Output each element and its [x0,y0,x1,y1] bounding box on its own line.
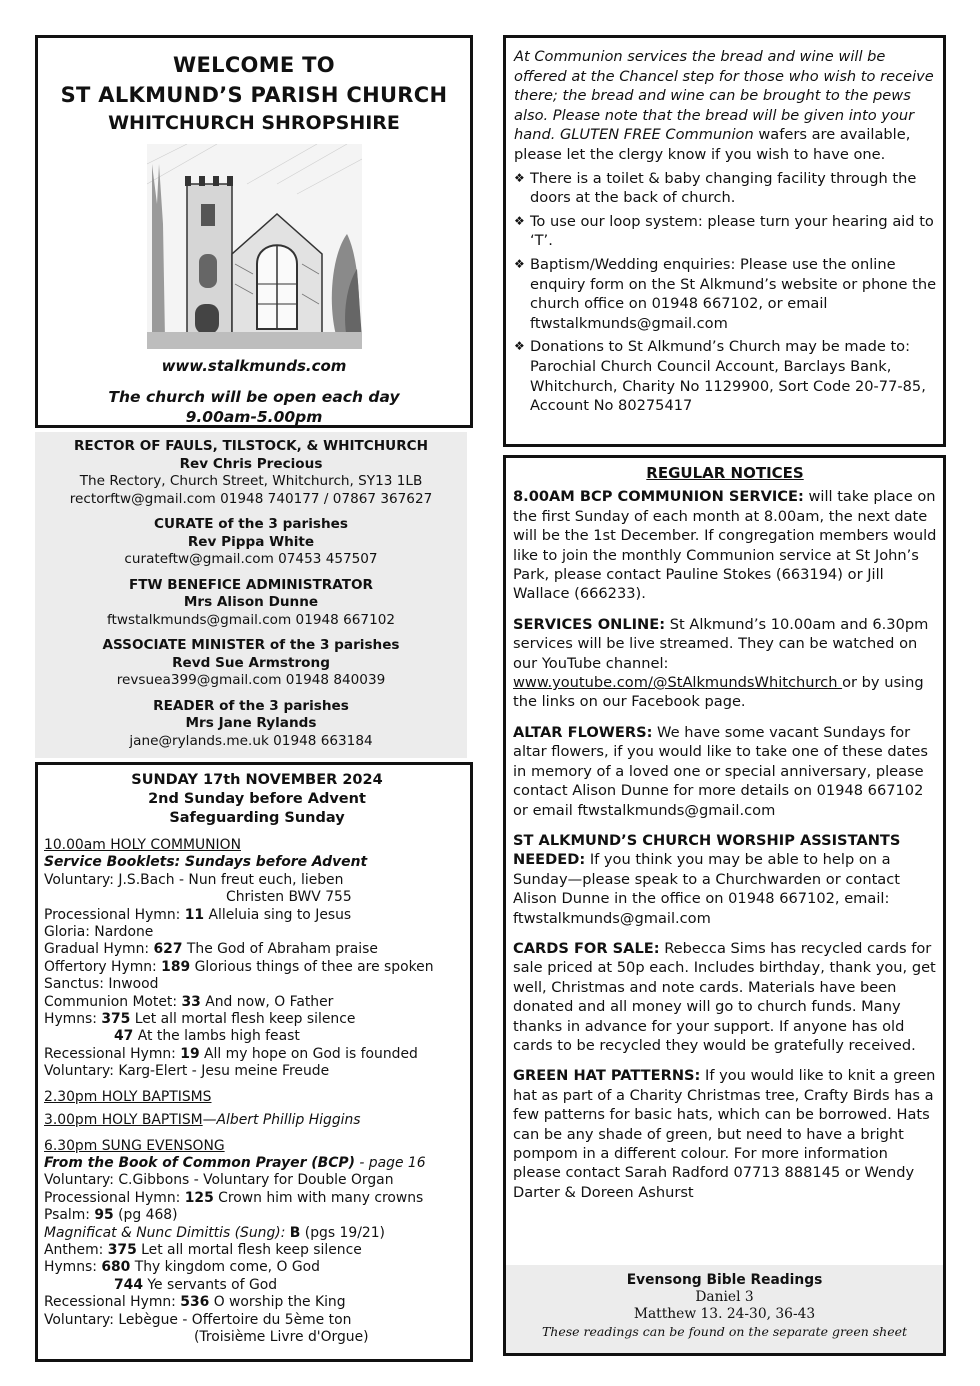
info-bullet: ❖ Baptism/Wedding enquiries: Please use the online enquiry form on the St Alkmund’s website or phone the church office on 01948 667102, or email ftwstalkmunds@gmail.com [514,255,937,332]
music-item: Recessional Hymn: 536 O worship the King [44,1294,346,1311]
communion-paragraph: At Communion services the bread and wine will be offered at the Chancel step for those who wish to receive there; the bread and wine can be brought to the pews also. Please note that the bread will be given into your hand. GLUTEN FREE Communion wafers are available, please let the clergy know if you wish to have one. [514,48,934,163]
church-name: ST ALKMUND’S PARISH CHURCH [60,83,448,107]
voluntary-line-cont: Christen BWV 755 [226,889,352,906]
contact-name: Rev Chris Precious [179,455,323,472]
reading-2: Matthew 13. 24-30, 36-43 [633,1306,816,1322]
diamond-bullet-icon: ❖ [514,339,525,354]
notice-item: 8.00AM BCP COMMUNION SERVICE: will take place on the first Sunday of each month at 8.00am, the next date will be the 1st December. If congregation members would like to join the monthly Communion service at St John’s Park, please contact Pauline Stokes (663194) or Jill Wallace (666233). [513,488,937,603]
church-sketch-image [147,144,362,349]
liturgical-day: 2nd Sunday before Advent [148,791,366,807]
diamond-bullet-icon: ❖ [514,256,525,271]
music-item: Processional Hymn: 11 Alleluia sing to Jesus [44,906,352,923]
contact-role: READER of the 3 parishes [153,697,349,714]
notice-item: ST ALKMUND’S CHURCH WORSHIP ASSISTANTS NEEDED: If you think you may be able to help on a Sunday—please speak to a Churchwarden or contact Alison Dunne in the office on 01948 667102, email: ftwstalkmunds@gmail.com [513,831,901,927]
contact-role: CURATE of the 3 parishes [154,516,348,532]
music-item: Anthem: 375 Let all mortal flesh keep silence [44,1241,362,1258]
music-item: Hymns: 680 Thy kingdom come, O God [44,1259,320,1276]
contact-details: revsuea399@gmail.com 01948 840039 [116,672,386,688]
music-item: Hymns: 375 Let all mortal flesh keep silence [44,1011,356,1028]
opening-hours: 9.00am-5.00pm [185,408,323,426]
music-item: Psalm: 95 (pg 468) [44,1207,178,1224]
notice-item: GREEN HAT PATTERNS: If you would like to knit a green hat as part of a Charity Christmas tree, Crafty Birds has a few patterns for basic hats, which can be borrowed. Hats can be any shade of green, but need to have a bright pompom in a different colour. For more information please contact Sarah Radford 07713 888145 or Wendy Darter & Doreen Ashurst [513,1067,936,1201]
contact-administrator [35,577,467,630]
opening-notice: The church will be open each day [108,388,400,406]
church-website: www.stalkmunds.com [161,357,347,375]
evensong-section [44,1138,470,1347]
music-item: Gradual Hymn: 627 The God of Abraham praise [44,941,378,958]
contact-associate-minister [35,637,467,690]
voluntary-line: Voluntary: J.S.Bach - Nun freut euch, lieben [44,871,344,888]
clergy-contacts [35,432,467,758]
baptism-line [44,1112,470,1129]
readings-title: Evensong Bible Readings [626,1272,823,1288]
contact-rector [35,438,467,508]
contact-curate [35,516,467,569]
service-date: SUNDAY 17th NOVEMBER 2024 [131,772,383,788]
contact-address: The Rectory, Church Street, Whitchurch, SY13 1LB [79,473,423,489]
baptism-name: —Albert Phillip Higgins [202,1112,361,1129]
contact-name: Mrs Alison Dunne [183,594,319,610]
contact-name: Mrs Jane Rylands [185,715,317,731]
section-title: 10.00am HOLY COMMUNION [44,837,241,853]
reading-1: Daniel 3 [695,1289,754,1305]
section-title: 6.30pm SUNG EVENSONG [44,1137,225,1154]
music-item: Gloria: Nardone [44,924,154,941]
welcome-heading: WELCOME TO [173,53,335,77]
regular-notices-box [503,455,946,1356]
theme-day: Safeguarding Sunday [169,810,345,826]
youtube-link[interactable]: www.youtube.com/@StAlkmundsWhitchurch [513,674,843,692]
notice-item: SERVICES ONLINE: St Alkmund’s 10.00am and 6.30pm services will be live streamed. They can be watched on our YouTube channel: www.youtube.com/@StAlkmundsWhitchurch or by using the links on our Facebook page. [513,615,929,711]
music-item: Offertory Hymn: 189 Glorious things of thee are spoken [44,958,434,975]
notice-item: CARDS FOR SALE: Rebecca Sims has recycled cards for sale priced at 50p each. Includes birthday, thank you, get well, Christmas and note cards. Materials have been donated and all money will go to church funds. Many thanks in advance for your support. If anyone has old cards to be recycled they would be gratefully received. [513,939,936,1054]
music-item: Recessional Hymn: 19 All my hope on God is founded [44,1045,418,1062]
service-booklets: Service Booklets: Sundays before Advent [44,854,368,871]
church-sketch-frame [38,144,470,349]
music-item: 47 At the lambs high feast [114,1028,300,1045]
music-item: Magnificat & Nunc Dimittis (Sung): B (pgs 19/21) [44,1224,385,1241]
evensong-book: From the Book of Common Prayer (BCP) [44,1154,355,1171]
readings-note: These readings can be found on the separate green sheet [541,1324,908,1339]
voluntary-line-cont: (Troisième Livre d'Orgue) [194,1328,369,1345]
contact-reader [35,698,467,751]
music-item: Sanctus: Inwood [44,976,159,993]
music-item: Voluntary: Karg-Elert - Jesu meine Freude [44,1063,330,1080]
diamond-bullet-icon: ❖ [514,170,525,185]
music-item: Communion Motet: 33 And now, O Father [44,993,334,1010]
voluntary-line: Voluntary: Lebègue - Offertoire du 5ème ton [44,1311,352,1328]
info-bullet: ❖ There is a toilet & baby changing facility through the doors at the back of church. [514,169,917,207]
notices-title: REGULAR NOTICES [646,464,804,482]
welcome-box [35,35,473,428]
contact-details: curateftw@gmail.com 07453 457507 [124,551,378,567]
notice-item: ALTAR FLOWERS: We have some vacant Sundays for altar flowers, if you would like to take one of these dates in memory of a loved one or special anniversary, please contact Alison Dunne for more details on 01948 667102 or email ftwstalkmunds@gmail.com [513,723,928,819]
voluntary-line: Voluntary: C.Gibbons - Voluntary for Double Organ [44,1172,394,1189]
baptism-title: 3.00pm HOLY BAPTISM [44,1112,203,1129]
contact-details: ftwstalkmunds@gmail.com 01948 667102 [106,611,396,628]
contact-role: FTW BENEFICE ADMINISTRATOR [128,576,374,593]
sunday-services-box [35,762,473,1362]
evensong-readings [506,1265,943,1353]
contact-role: RECTOR OF FAULS, TILSTOCK, & WHITCHURCH [73,438,429,454]
info-bullet: ❖ To use our loop system: please turn your hearing aid to ‘T’. [514,212,934,250]
holy-communion-section [44,837,470,1081]
music-item: 744 Ye servants of God [114,1276,278,1293]
contact-name: Rev Pippa White [187,533,315,550]
contact-name: Revd Sue Armstrong [172,654,330,671]
baptisms-title: 2.30pm HOLY BAPTISMS [44,1088,212,1105]
info-bullet: ❖ Donations to St Alkmund’s Church may be made to: Parochial Church Council Account, Barclays Bank, Whitchurch, Charity No 1129900, Sort Code 20-77-85, Account No 80275417 [514,338,926,415]
evensong-page: - page 16 [354,1154,426,1171]
diamond-bullet-icon: ❖ [514,213,525,228]
contact-details: rectorftw@gmail.com 01948 740177 / 07867 367627 [69,490,433,507]
church-location: WHITCHURCH SHROPSHIRE [108,112,400,134]
contact-details: jane@rylands.me.uk 01948 663184 [129,732,373,749]
music-item: Processional Hymn: 125 Crown him with many crowns [44,1189,424,1206]
communion-info-box [503,35,946,447]
contact-role: ASSOCIATE MINISTER of the 3 parishes [102,637,400,653]
